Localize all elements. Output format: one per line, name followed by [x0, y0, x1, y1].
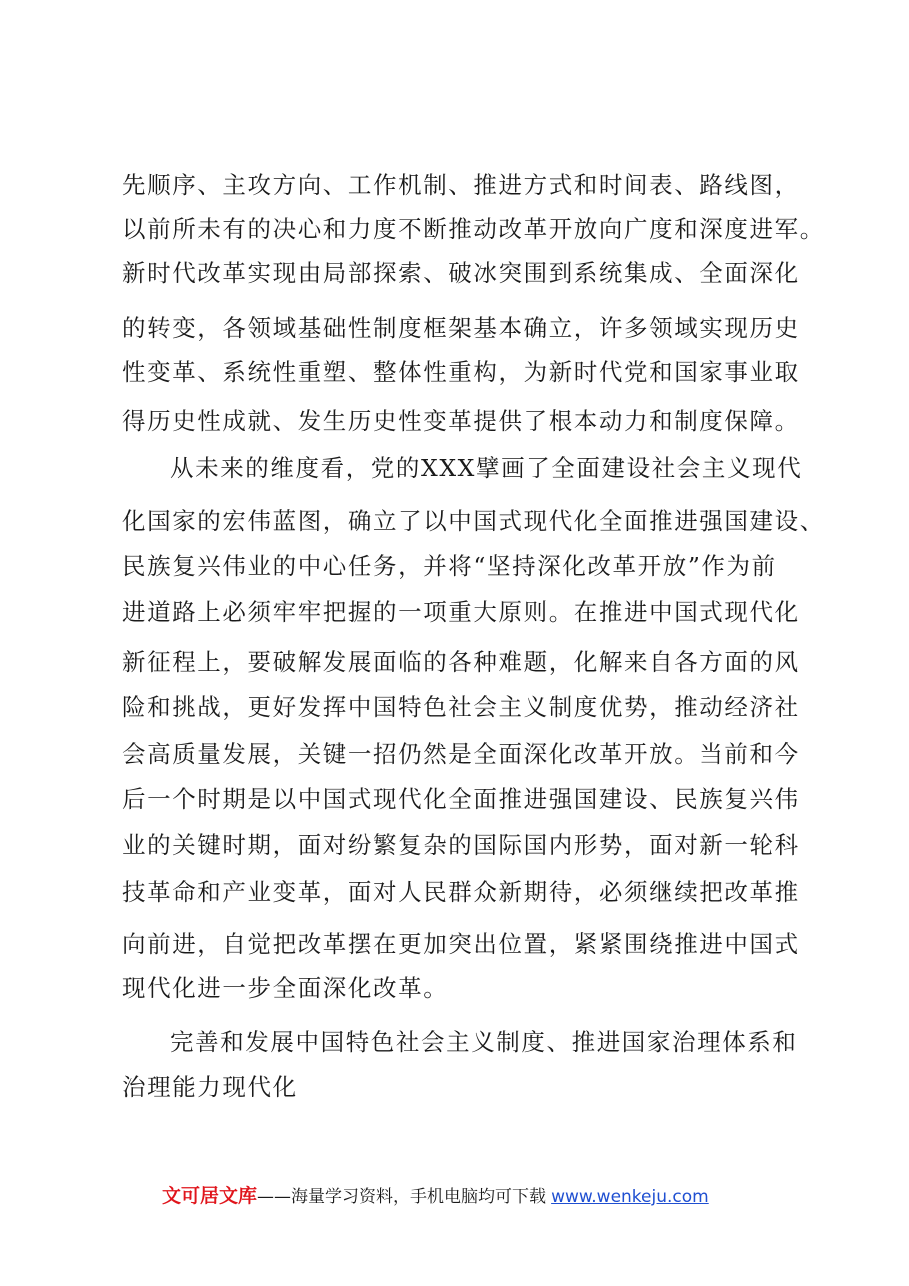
text-line: 进道路上必须牢牢把握的一项重大原则。在推进中国式现代化 [122, 598, 800, 626]
text-line: 以前所未有的决心和力度不断推动改革开放向广度和深度进军。 [122, 215, 825, 243]
website-link[interactable]: www.wenkeju.com [551, 1187, 709, 1207]
text-line: 化国家的宏伟蓝图，确立了以中国式现代化全面推进强国建设、 [122, 507, 825, 535]
text-line: 后一个时期是以中国式现代化全面推进强国建设、民族复兴伟 [122, 785, 800, 813]
text-line: 险和挑战，更好发挥中国特色社会主义制度优势，推动经济社 [122, 693, 800, 721]
text-line: 向前进，自觉把改革摆在更加突出位置，紧紧围绕推进中国式 [122, 930, 800, 958]
section-heading-line: 治理能力现代化 [122, 1073, 298, 1101]
text-line: 新时代改革实现由局部探索、破冰突围到系统集成、全面深化 [122, 259, 800, 287]
text-line: 业的关键时期，面对纷繁复杂的国际国内形势，面对新一轮科 [122, 831, 800, 859]
text-line: 性变革、系统性重塑、整体性重构，为新时代党和国家事业取 [122, 358, 800, 386]
text-line: 得历史性成就、发生历史性变革提供了根本动力和制度保障。 [122, 407, 800, 435]
text-line: 新征程上，要破解发展面临的各种难题，化解来自各方面的风 [122, 648, 800, 676]
text-line: 的转变，各领域基础性制度框架基本确立，许多领域实现历史 [122, 314, 800, 342]
brand-name: 文可居文库 [162, 1185, 258, 1207]
footer-banner [162, 1181, 709, 1211]
text-line: 会高质量发展，关键一招仍然是全面深化改革开放。当前和今 [122, 740, 800, 768]
footer-tagline: ——海量学习资料，手机电脑均可下载 [257, 1187, 547, 1207]
section-heading-line: 完善和发展中国特色社会主义制度、推进国家治理体系和 [170, 1028, 798, 1056]
text-line: 先顺序、主攻方向、工作机制、推进方式和时间表、路线图， [122, 171, 800, 199]
text-line: 民族复兴伟业的中心任务，并将“坚持深化改革开放”作为前 [122, 552, 777, 580]
paragraph-first-line: 从未来的维度看，党的XXX擘画了全面建设社会主义现代 [170, 454, 803, 482]
text-line: 技革命和产业变革，面对人民群众新期待，必须继续把改革推 [122, 878, 800, 906]
text-line: 现代化进一步全面深化改革。 [122, 974, 449, 1002]
